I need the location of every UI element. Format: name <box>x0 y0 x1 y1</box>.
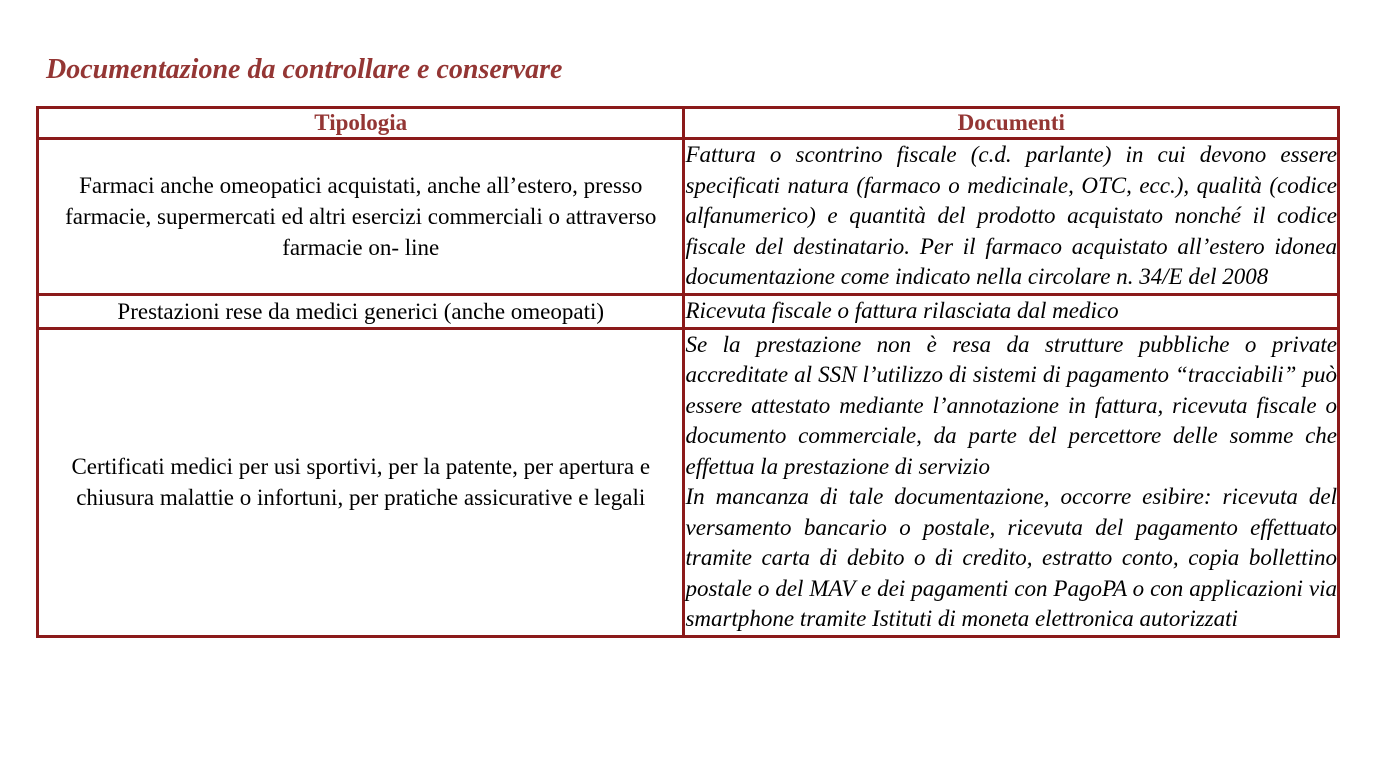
tipologia-cell: Prestazioni rese da medici generici (anche omeopati) <box>38 294 684 328</box>
table-header-row <box>38 108 1339 139</box>
documenti-paragraph: Fattura o scontrino fiscale (c.d. parlante) in cui devono essere specificati natura (farmaco o medicinale, OTC, ecc.), qualità (codice alfanumerico) e quantità del prodotto acquistato nonché il codice fiscale del destinatario. Per il farmaco acquistato all’estero idonea documentazione come indicato nella circolare n. 34/E del 2008 <box>685 142 1337 289</box>
documenti-cell <box>684 294 1339 328</box>
table-row <box>38 328 1339 636</box>
tipologia-cell: Farmaci anche omeopatici acquistati, anche all’estero, presso farmacie, supermercati ed altri esercizi commerciali o attraverso farmacie on- line <box>38 139 684 295</box>
header-documenti: Documenti <box>684 108 1339 139</box>
documenti-paragraph: In mancanza di tale documentazione, occorre esibire: ricevuta del versamento bancario o postale, ricevuta del pagamento effettuato tramite carta di debito o di credito, estratto conto, copia bollettino postale o del MAV e dei pagamenti con PagoPA o con applicazioni via smartphone tramite Istituti di moneta elettronica autorizzati <box>685 484 1337 631</box>
table-row <box>38 294 1339 328</box>
documenti-cell <box>684 139 1339 295</box>
documenti-cell <box>684 328 1339 636</box>
table-row <box>38 139 1339 295</box>
tipologia-cell: Certificati medici per usi sportivi, per la patente, per apertura e chiusura malattie o infortuni, per pratiche assicurative e legali <box>38 328 684 636</box>
documentation-table <box>36 106 1340 638</box>
documenti-paragraph: Se la prestazione non è resa da strutture pubbliche o private accreditate al SSN l’utilizzo di sistemi di pagamento “tracciabili” può essere attestato mediante l’annotazione in fattura, ricevuta fiscale o documento commerciale, da parte del percettore delle somme che effettua la prestazione di servizio <box>685 331 1337 479</box>
page-title: Documentazione da controllare e conservare <box>46 54 563 85</box>
documenti-paragraph: Ricevuta fiscale o fattura rilasciata dal medico <box>685 297 1119 323</box>
header-tipologia: Tipologia <box>38 108 684 139</box>
